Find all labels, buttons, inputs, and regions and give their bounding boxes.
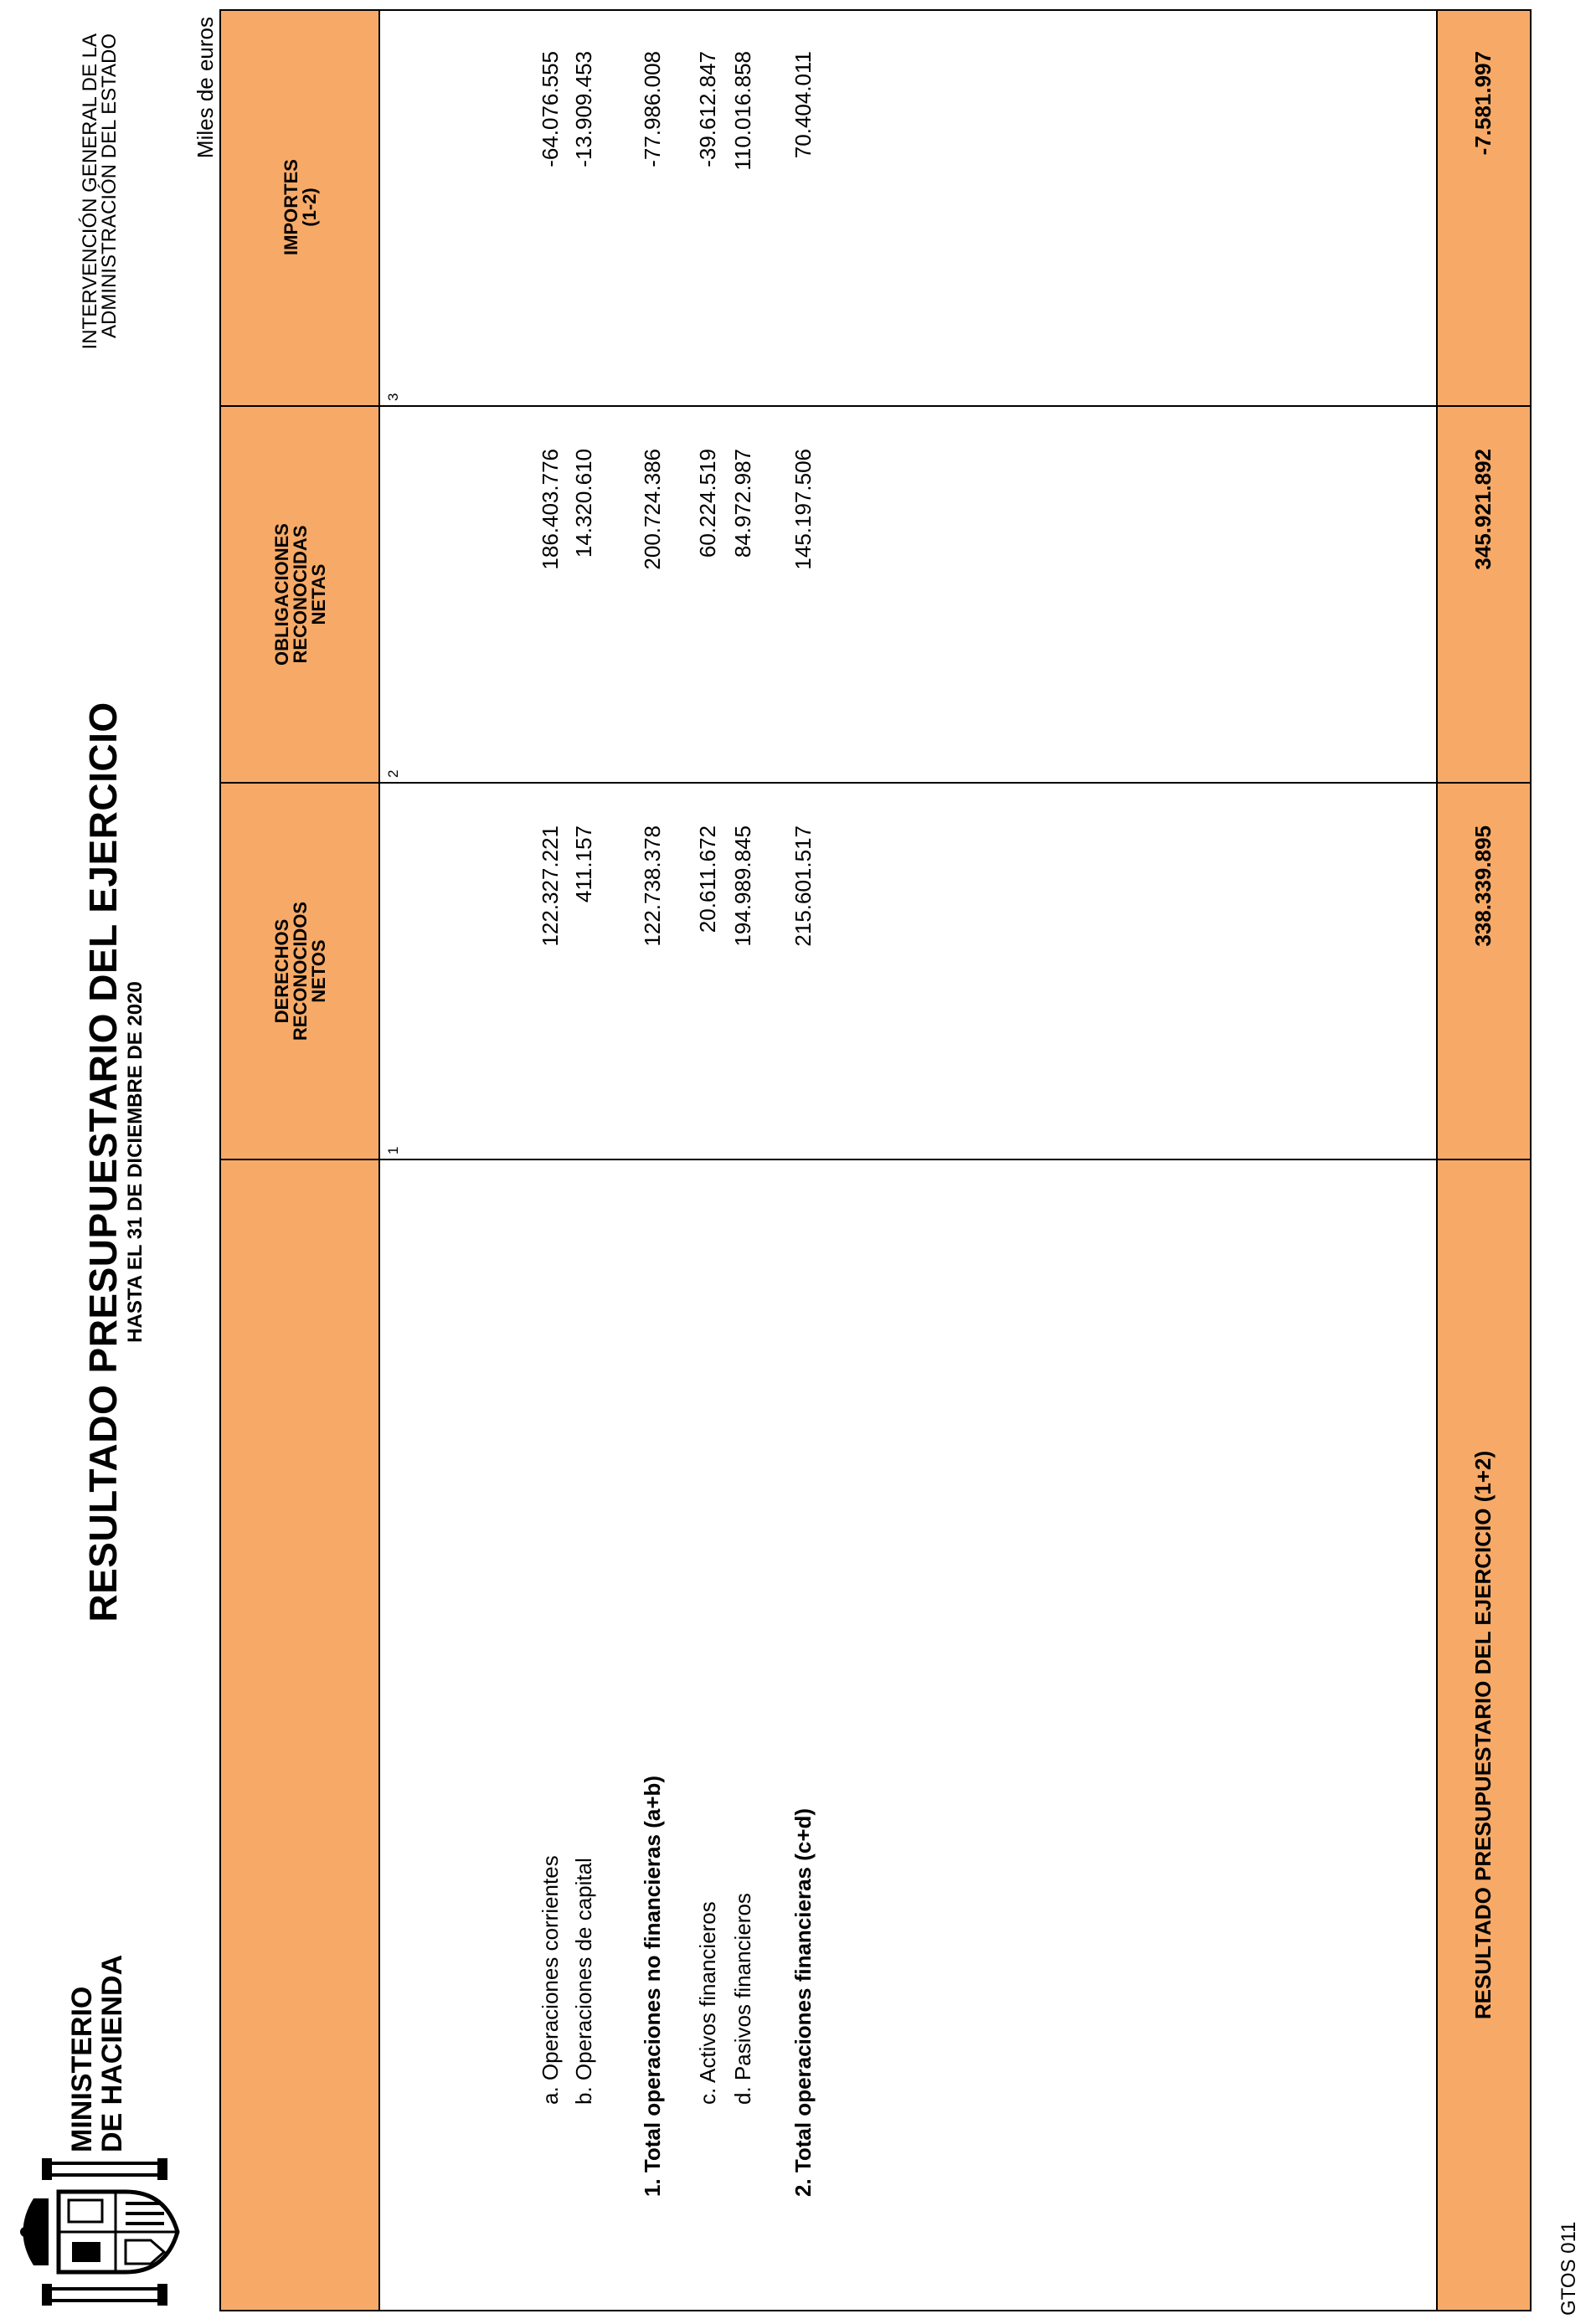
cell-obligaciones: 84.972.987 [730, 449, 755, 558]
column-header-importes: IMPORTES (1-2) [281, 159, 320, 255]
cell-obligaciones: 60.224.519 [695, 449, 720, 558]
column-divider [221, 405, 1530, 407]
cell-obligaciones: 145.197.506 [790, 449, 816, 570]
total-derechos: 338.339.895 [1470, 825, 1496, 947]
form-code: GTOS 011 [1557, 2221, 1580, 2316]
row-label-subtotal: 2. Total operaciones financieras (c+d) [790, 1807, 816, 2197]
row-label: d. Pasivos financieros [730, 1893, 755, 2105]
igae-line-1: INTERVENCIÓN GENERAL DE LA [79, 33, 101, 350]
cell-derechos: 20.611.672 [695, 825, 720, 933]
cell-obligaciones: 14.320.610 [571, 449, 596, 558]
cell-importes: -64.076.555 [538, 51, 563, 167]
cell-importes: -39.612.847 [695, 51, 720, 167]
column-divider [221, 782, 1530, 784]
total-importes: -7.581.997 [1470, 51, 1496, 156]
cell-obligaciones: 186.403.776 [538, 449, 563, 570]
total-label: RESULTADO PRESUPUESTARIO DEL EJERCICIO (1+2) [1470, 1450, 1496, 2020]
column-number: 3 [385, 393, 401, 401]
igae-heading [80, 33, 119, 349]
ministry-line-1: MINISTERIO [66, 1986, 98, 2152]
column-header-obligaciones: OBLIGACIONES RECONOCIDAS NETAS [271, 523, 329, 666]
budget-result-table [219, 9, 1532, 2311]
row-label: c. Activos financieros [695, 1901, 720, 2105]
cell-importes: -77.986.008 [640, 51, 665, 167]
cell-derechos: 411.157 [571, 825, 596, 903]
page-subtitle: HASTA EL 31 DE DICIEMBRE DE 2020 [124, 981, 147, 1343]
igae-line-2: ADMINISTRACIÓN DEL ESTADO [98, 33, 121, 339]
column-header-derechos: DERECHOS RECONOCIDOS NETOS [271, 901, 329, 1041]
column-number: 2 [385, 769, 401, 778]
cell-importes: 110.016.858 [730, 51, 755, 171]
cell-derechos: 215.601.517 [790, 825, 816, 947]
cell-derechos: 122.327.221 [538, 825, 563, 947]
total-obligaciones: 345.921.892 [1470, 449, 1496, 570]
cell-importes: -13.909.453 [571, 51, 596, 167]
cell-derechos: 194.989.845 [730, 825, 755, 947]
units-note: Miles de euros [193, 17, 218, 159]
column-number: 1 [385, 1146, 401, 1154]
row-label: b. Operaciones de capital [571, 1858, 596, 2105]
row-label-subtotal: 1. Total operaciones no financieras (a+b) [640, 1775, 665, 2197]
cell-obligaciones: 200.724.386 [640, 449, 665, 570]
cell-derechos: 122.738.378 [640, 825, 665, 947]
column-divider [221, 1159, 1530, 1160]
total-divider [1436, 11, 1438, 2310]
row-label: a. Operaciones corrientes [538, 1855, 563, 2105]
ministry-line-2: DE HACIENDA [96, 1954, 128, 2152]
cell-importes: 70.404.011 [790, 51, 816, 159]
page-title: RESULTADO PRESUPUESTARIO DEL EJERCICIO [81, 702, 125, 1622]
